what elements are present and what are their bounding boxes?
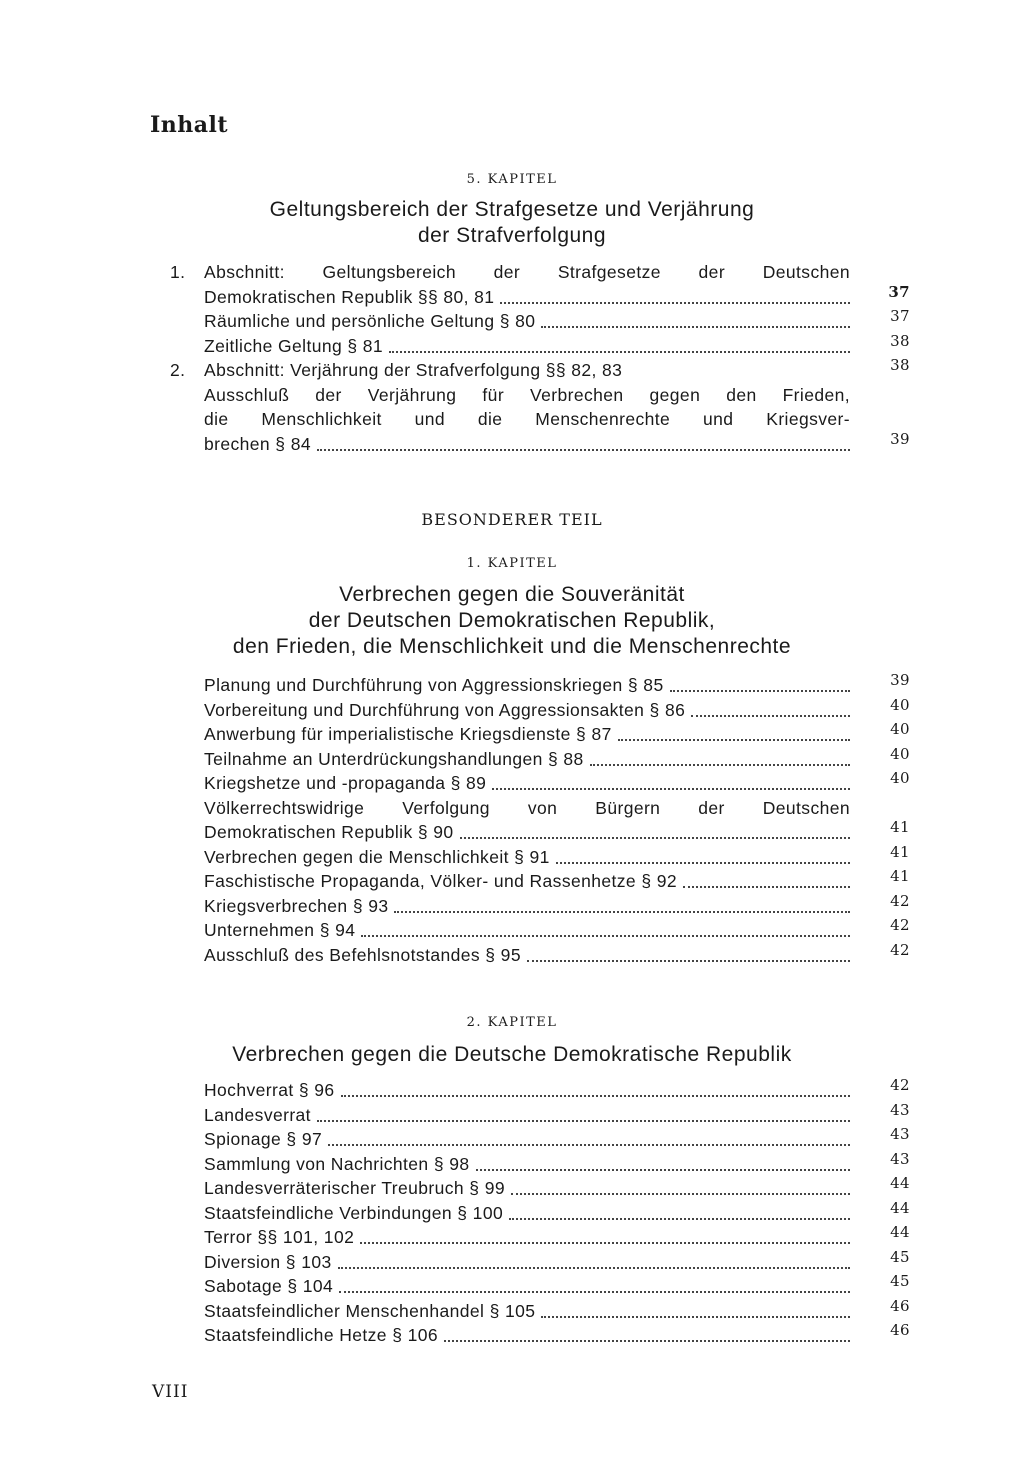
chapter-1-title-line-2: der Deutschen Demokratischen Republik, <box>308 609 716 632</box>
leader-dots <box>500 287 850 304</box>
leader-dots <box>341 1080 850 1097</box>
entry-text: Spionage § 97 <box>204 1129 323 1149</box>
entry-page-number: 42 <box>890 891 910 910</box>
entry-number: 2. <box>170 360 186 380</box>
toc-entry <box>170 769 910 798</box>
entry-page-number: 45 <box>890 1247 910 1266</box>
entry-text: Ausschluß der Verjährung für Verbrechen gegen den Frieden, <box>204 384 850 405</box>
toc-entry <box>170 429 910 459</box>
entry-text: Vorbereitung und Durchführung von Aggressionsakten § 86 <box>204 699 686 720</box>
toc-entry <box>170 798 910 823</box>
entry-page-number: 40 <box>890 720 910 738</box>
entry-page-number: 37 <box>888 282 910 301</box>
leader-dots <box>444 1325 850 1342</box>
toc-entry <box>170 720 910 749</box>
chapter-2-title-line-1: Verbrechen gegen die Deutsche Demokratische Republik <box>232 1043 792 1066</box>
toc-entry <box>170 744 910 774</box>
entry-text: Kriegsverbrechen § 93 <box>204 895 389 916</box>
toc-entry <box>170 867 910 896</box>
entry-page-number: 40 <box>890 744 910 763</box>
entry-page-number: 43 <box>890 1100 910 1119</box>
entry-text: Demokratischen Republik § 90 <box>204 822 454 842</box>
chapter-5-title-line-2: der Strafverfolgung <box>417 224 607 247</box>
entry-text: Faschistische Propaganda, Völker- und Rassenhetze § 92 <box>204 871 677 891</box>
entry-page-number: 44 <box>890 1198 910 1217</box>
entry-text: Diversion § 103 <box>204 1251 332 1272</box>
toc-entry <box>170 1223 910 1252</box>
chapter-1-toc <box>170 671 910 969</box>
entry-page-number: 42 <box>890 916 910 934</box>
leader-dots <box>339 1276 850 1293</box>
entry-text: Staatsfeindliche Hetze § 106 <box>204 1325 438 1345</box>
entry-page-number: 39 <box>890 671 910 689</box>
toc-entry <box>170 385 910 410</box>
leader-dots <box>492 773 850 790</box>
toc-entry <box>170 1321 910 1350</box>
entry-page-number: 46 <box>890 1296 910 1315</box>
chapter-2-toc <box>170 1076 910 1350</box>
entry-text: brechen § 84 <box>204 433 311 454</box>
entry-text: Staatsfeindlicher Menschenhandel § 105 <box>204 1300 536 1321</box>
entry-text: Räumliche und persönliche Geltung § 80 <box>204 311 536 331</box>
chapter-1-label: 1. KAPITEL <box>466 556 558 571</box>
entry-page-number: 37 <box>890 307 910 325</box>
leader-dots <box>670 675 850 692</box>
toc-entry <box>170 1076 910 1105</box>
leader-dots <box>394 896 850 913</box>
toc-entry <box>170 1296 910 1326</box>
toc-entry <box>170 409 910 434</box>
leader-dots <box>590 749 850 766</box>
toc-entry <box>170 842 910 872</box>
toc-entry <box>170 1272 910 1301</box>
entry-text: Teilnahme an Unterdrückungshandlungen § 88 <box>204 748 584 769</box>
entry-page-number: 43 <box>890 1125 910 1143</box>
toc-entry <box>170 940 910 970</box>
leader-dots <box>476 1154 851 1171</box>
toc-entry <box>170 671 910 700</box>
leader-dots <box>328 1129 850 1146</box>
leader-dots <box>389 336 850 353</box>
entry-page-number: 45 <box>890 1272 910 1290</box>
leader-dots <box>338 1252 850 1269</box>
entry-page-number: 40 <box>890 695 910 714</box>
entry-text: Völkerrechtswidrige Verfolgung von Bürgern der Deutschen <box>204 797 850 818</box>
entry-page-number: 41 <box>890 818 910 836</box>
page-folio: VIII <box>152 1382 189 1402</box>
leader-dots <box>317 1105 850 1122</box>
entry-page-number: 41 <box>890 842 910 861</box>
toc-entry <box>170 262 910 287</box>
entry-text: Staatsfeindliche Verbindungen § 100 <box>204 1202 504 1223</box>
entry-text: Ausschluß des Befehlsnotstandes § 95 <box>204 944 521 965</box>
entry-page-number: 38 <box>890 356 910 374</box>
chapter-1-title-line-1: Verbrechen gegen die Souveränität <box>339 583 685 606</box>
toc-entry <box>170 1174 910 1203</box>
toc-entry <box>170 916 910 945</box>
entry-text: Verbrechen gegen die Menschlichkeit § 91 <box>204 846 550 867</box>
leader-dots <box>361 920 850 937</box>
entry-number: 1. <box>170 262 186 282</box>
entry-text: Zeitliche Geltung § 81 <box>204 335 384 356</box>
entry-text: Unternehmen § 94 <box>204 920 356 940</box>
entry-page-number: 43 <box>890 1149 910 1168</box>
entry-page-number: 42 <box>890 1076 910 1094</box>
entry-text: Kriegshetze und -propaganda § 89 <box>204 773 487 793</box>
entry-text: Planung und Durchführung von Aggressionskriegen § 85 <box>204 675 664 695</box>
leader-dots <box>527 945 850 962</box>
entry-text: Terror §§ 101, 102 <box>204 1227 355 1247</box>
entry-text: Anwerbung für imperialistische Kriegsdienste § 87 <box>204 724 612 744</box>
entry-page-number: 44 <box>890 1174 910 1192</box>
leader-dots <box>317 434 850 451</box>
entry-text: Abschnitt: Geltungsbereich der Strafgesetze der Deutschen <box>204 262 850 282</box>
entry-page-number: 39 <box>890 429 910 448</box>
entry-text: Abschnitt: Verjährung der Strafverfolgung §§ 82, 83 <box>204 360 623 380</box>
toc-entry <box>170 1149 910 1179</box>
leader-dots <box>618 724 850 741</box>
leader-dots <box>541 311 850 328</box>
page-heading: Inhalt <box>150 112 229 138</box>
toc-entry <box>170 282 910 312</box>
toc-entry <box>170 695 910 725</box>
entry-text: Landesverräterischer Treubruch § 99 <box>204 1178 505 1198</box>
chapter-1-title-line-3: den Frieden, die Menschlichkeit und die Menschenrechte <box>232 635 792 658</box>
leader-dots <box>691 700 850 717</box>
leader-dots <box>360 1227 850 1244</box>
entry-text: Sammlung von Nachrichten § 98 <box>204 1153 470 1174</box>
leader-dots <box>541 1301 850 1318</box>
entry-text: Sabotage § 104 <box>204 1276 334 1296</box>
toc-entry <box>170 1100 910 1130</box>
entry-page-number: 41 <box>890 867 910 885</box>
leader-dots <box>511 1178 850 1195</box>
toc-entry <box>170 1247 910 1277</box>
entry-page-number: 44 <box>890 1223 910 1241</box>
entry-text: Landesverrat <box>204 1104 311 1125</box>
entry-page-number: 40 <box>890 769 910 787</box>
leader-dots <box>556 847 850 864</box>
toc-entry <box>170 818 910 847</box>
toc-entry <box>170 1125 910 1154</box>
chapter-2-label: 2. KAPITEL <box>466 1015 558 1030</box>
entry-text: Demokratischen Republik §§ 80, 81 <box>204 286 495 307</box>
chapter-5-title-line-1: Geltungsbereich der Strafgesetze und Verjährung <box>269 198 755 221</box>
leader-dots <box>683 871 850 888</box>
entry-page-number: 42 <box>890 940 910 959</box>
entry-page-number: 46 <box>890 1321 910 1339</box>
leader-dots <box>509 1203 850 1220</box>
part-title: BESONDERER TEIL <box>421 510 603 529</box>
chapter-5-toc <box>170 262 910 458</box>
chapter-5-label: 5. KAPITEL <box>466 172 558 187</box>
toc-entry <box>170 356 910 385</box>
entry-page-number: 38 <box>890 331 910 350</box>
toc-entry <box>170 1198 910 1228</box>
toc-entry <box>170 891 910 921</box>
entry-text: Hochverrat § 96 <box>204 1080 335 1100</box>
toc-entry <box>170 307 910 336</box>
toc-entry <box>170 331 910 361</box>
entry-text: die Menschlichkeit und die Menschenrechte und Kriegsver- <box>204 409 850 429</box>
leader-dots <box>460 822 850 839</box>
